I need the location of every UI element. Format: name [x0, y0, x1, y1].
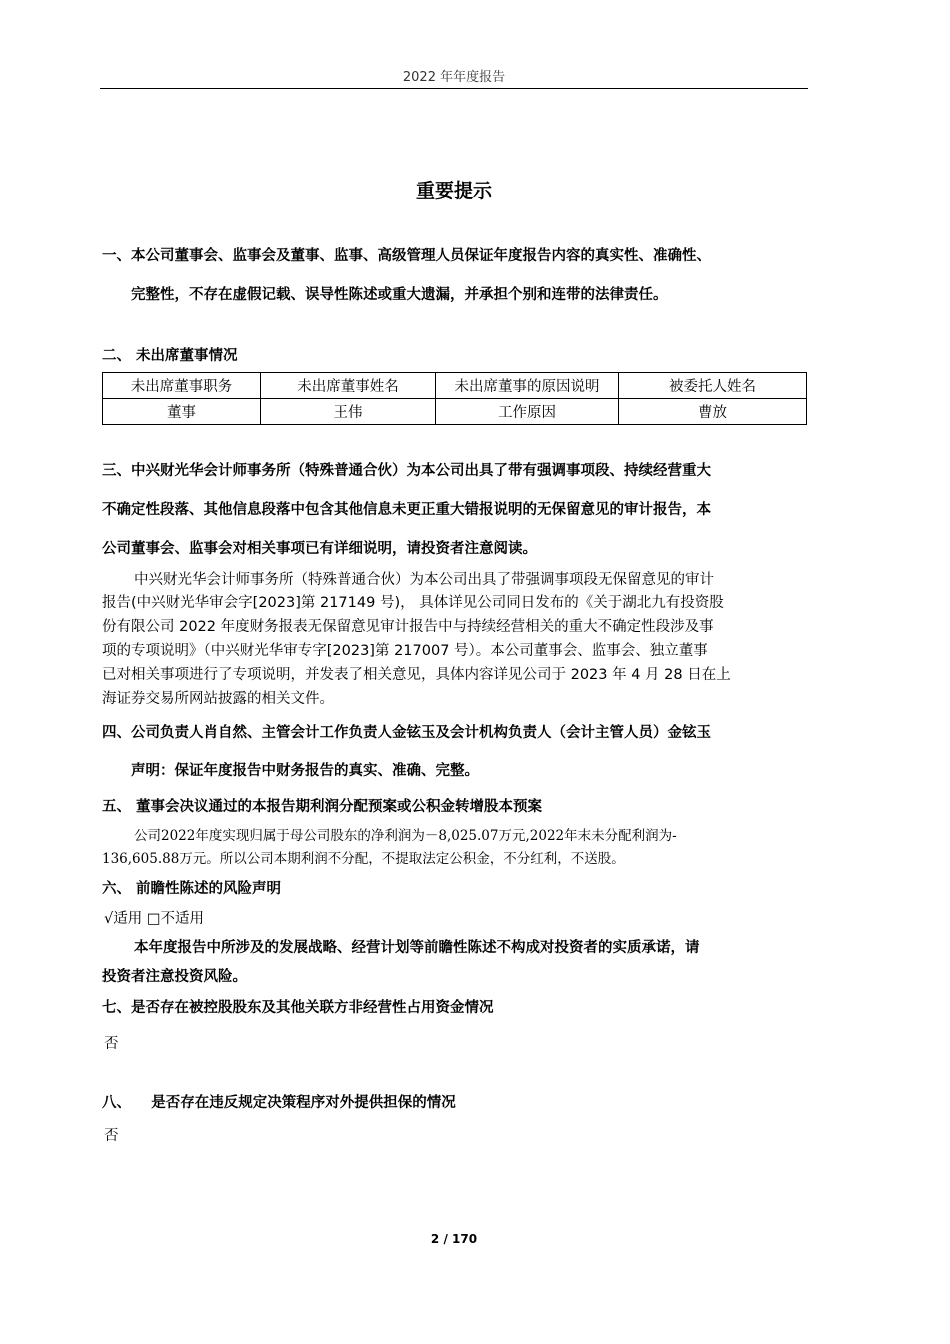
- page-title: 重要提示: [415, 180, 492, 202]
- sec3-para-line: 报告(中兴财光华审会字[2023]第 217149 号)， 具体详见公司同日发布的《关于湖北九有投资股: [102, 595, 724, 611]
- table-cell: 董事: [103, 399, 261, 425]
- sec7-heading: 七、是否存在被控股股东及其他关联方非经营性占用资金情况: [102, 1000, 494, 1016]
- sec3-para-line: 海证券交易所网站披露的相关文件。: [102, 691, 334, 707]
- sec3-para-line: 项的专项说明》（中兴财光华审专字[2023]第 217007 号）。本公司董事会、监事会、独立董事: [102, 643, 708, 659]
- running-header: 2022 年年度报告: [402, 70, 506, 85]
- sec8-answer: 否: [104, 1128, 119, 1144]
- sec3-line2: 不确定性段落、其他信息段落中包含其他信息未更正重大错报说明的无保留意见的审计报告，本: [102, 502, 711, 518]
- sec8-heading: 八、 是否存在违反规定决策程序对外提供担保的情况: [102, 1095, 456, 1111]
- sec5-para-line: 136,605.88万元。所以公司本期利润不分配，不提取法定公积金，不分红利，不送股。: [102, 851, 625, 867]
- table-cell: 工作原因: [436, 399, 619, 425]
- sec1-line1: 一、本公司董事会、监事会及董事、监事、高级管理人员保证年度报告内容的真实性、准确性、: [102, 248, 711, 264]
- sec3-line3: 公司董事会、监事会对相关事项已有详细说明，请投资者注意阅读。: [102, 541, 537, 557]
- sec6-para-line: 本年度报告中所涉及的发展战略、经营计划等前瞻性陈述不构成对投资者的实质承诺，请: [134, 940, 700, 956]
- sec7-answer: 否: [104, 1036, 119, 1052]
- sec2-heading: 二、 未出席董事情况: [102, 348, 238, 364]
- sec3-para-line: 中兴财光华会计师事务所（特殊普通合伙）为本公司出具了带强调事项段无保留意见的审计: [134, 572, 714, 588]
- sec3-line1: 三、中兴财光华会计师事务所（特殊普通合伙）为本公司出具了带有强调事项段、持续经营重大: [102, 463, 711, 479]
- table-header-cell: 未出席董事姓名: [261, 373, 436, 399]
- page-number: 2 / 170: [430, 1232, 478, 1246]
- table-cell: 王伟: [261, 399, 436, 425]
- table-header-cell: 未出席董事职务: [103, 373, 261, 399]
- absent-directors-table: [102, 372, 807, 425]
- table-cell: 曹放: [619, 399, 807, 425]
- sec5-heading: 五、 董事会决议通过的本报告期利润分配预案或公积金转增股本预案: [102, 799, 543, 815]
- sec5-para-line: 公司2022年度实现归属于母公司股东的净利润为－8,025.07万元,2022年末未分配利润为-: [134, 828, 677, 844]
- header-divider: [100, 88, 808, 89]
- sec3-para-line: 份有限公司 2022 年度财务报表无保留意见审计报告中与持续经营相关的重大不确定性段涉及事: [102, 619, 714, 635]
- sec6-heading: 六、 前瞻性陈述的风险声明: [102, 881, 282, 897]
- table-header-cell: 被委托人姓名: [619, 373, 807, 399]
- sec4-line1: 四、公司负责人肖自然、主管会计工作负责人金铉玉及会计机构负责人（会计主管人员）金铉玉: [102, 725, 711, 741]
- table-header-row: [103, 373, 807, 399]
- table-row: [103, 399, 807, 425]
- sec4-line2: 声明：保证年度报告中财务报告的真实、准确、完整。: [131, 763, 479, 779]
- sec3-para-line: 已对相关事项进行了专项说明，并发表了相关意见，具体内容详见公司于 2023 年 4 月 28 日在上: [102, 667, 731, 683]
- applicability-options: √适用 □不适用: [104, 911, 205, 927]
- table-header-cell: 未出席董事的原因说明: [436, 373, 619, 399]
- sec6-para-line: 投资者注意投资风险。: [102, 969, 247, 985]
- sec1-line2: 完整性，不存在虚假记载、误导性陈述或重大遗漏，并承担个别和连带的法律责任。: [131, 287, 668, 303]
